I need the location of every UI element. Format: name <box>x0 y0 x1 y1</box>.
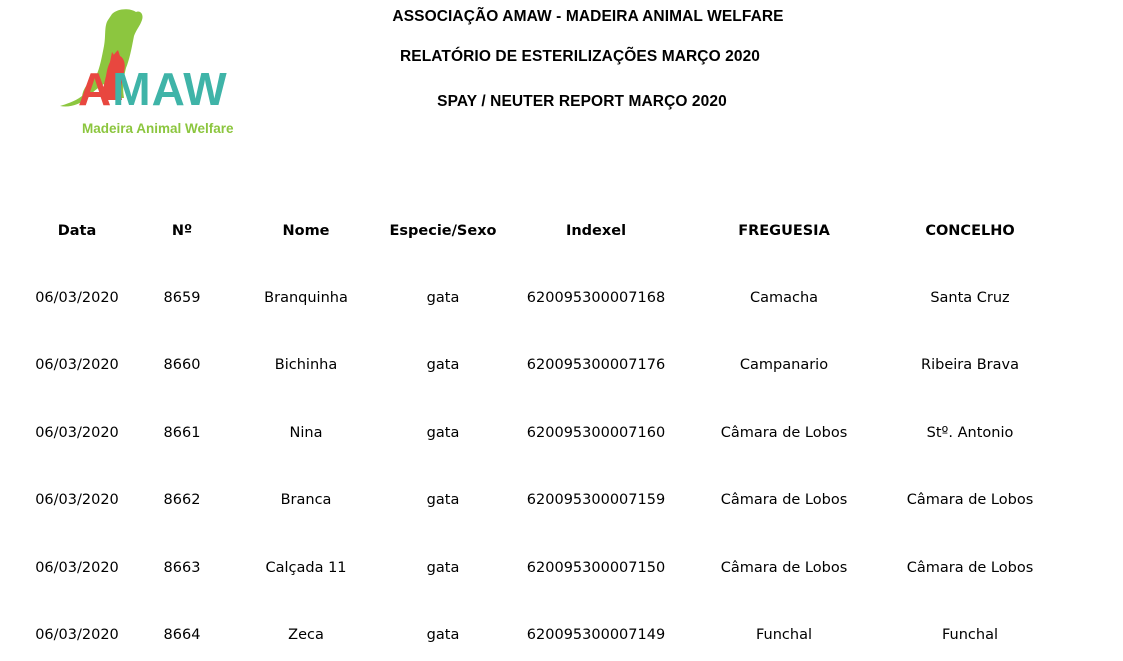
cell-indexel: 620095300007168 <box>526 290 666 306</box>
cell-number: 8659 <box>163 290 201 306</box>
cell-name: Calçada 11 <box>265 560 347 576</box>
cell-date: 06/03/2020 <box>35 627 119 643</box>
column-header-numero: Nº <box>171 223 193 239</box>
cell-name: Nina <box>289 425 323 441</box>
cell-concelho: Ribeira Brava <box>921 357 1019 373</box>
column-header-indexel: Indexel <box>565 223 627 239</box>
cell-indexel: 620095300007159 <box>526 492 666 508</box>
cell-freguesia: Câmara de Lobos <box>720 560 848 576</box>
cell-species-sex: gata <box>426 492 460 508</box>
cell-indexel: 620095300007176 <box>526 357 666 373</box>
cell-freguesia: Campanario <box>739 357 829 373</box>
logo-brand-text: AMAW <box>78 63 228 115</box>
cell-species-sex: gata <box>426 357 460 373</box>
cell-species-sex: gata <box>426 627 460 643</box>
column-header-data: Data <box>57 223 97 239</box>
cell-concelho: Câmara de Lobos <box>906 492 1034 508</box>
cell-name: Branca <box>280 492 332 508</box>
cell-number: 8661 <box>163 425 201 441</box>
cell-name: Bichinha <box>274 357 338 373</box>
cell-concelho: Stº. Antonio <box>926 425 1014 441</box>
cell-indexel: 620095300007160 <box>526 425 666 441</box>
report-title-association: ASSOCIAÇÃO AMAW - MADEIRA ANIMAL WELFARE <box>392 8 784 25</box>
cell-date: 06/03/2020 <box>35 560 119 576</box>
column-header-especie-sexo: Especie/Sexo <box>389 223 497 239</box>
cell-concelho: Santa Cruz <box>930 290 1010 306</box>
cell-date: 06/03/2020 <box>35 425 119 441</box>
cell-name: Zeca <box>288 627 324 643</box>
cell-species-sex: gata <box>426 425 460 441</box>
logo-tagline: Madeira Animal Welfare <box>82 121 234 136</box>
cell-number: 8660 <box>163 357 201 373</box>
report-title-pt: RELATÓRIO DE ESTERILIZAÇÕES MARÇO 2020 <box>399 48 761 65</box>
cell-species-sex: gata <box>426 290 460 306</box>
cell-freguesia: Camacha <box>749 290 819 306</box>
cell-concelho: Câmara de Lobos <box>906 560 1034 576</box>
column-header-freguesia: FREGUESIA <box>738 223 830 239</box>
cell-date: 06/03/2020 <box>35 290 119 306</box>
cell-freguesia: Funchal <box>755 627 813 643</box>
cell-indexel: 620095300007149 <box>526 627 666 643</box>
amaw-logo <box>52 6 252 141</box>
cell-date: 06/03/2020 <box>35 492 119 508</box>
cell-freguesia: Câmara de Lobos <box>720 492 848 508</box>
cell-number: 8664 <box>163 627 201 643</box>
cell-number: 8663 <box>163 560 201 576</box>
cell-freguesia: Câmara de Lobos <box>720 425 848 441</box>
cell-number: 8662 <box>163 492 201 508</box>
cell-name: Branquinha <box>264 290 348 306</box>
column-header-concelho: CONCELHO <box>925 223 1015 239</box>
column-header-nome: Nome <box>282 223 330 239</box>
cell-date: 06/03/2020 <box>35 357 119 373</box>
cell-concelho: Funchal <box>941 627 999 643</box>
report-title-en: SPAY / NEUTER REPORT MARÇO 2020 <box>437 93 727 110</box>
cell-species-sex: gata <box>426 560 460 576</box>
cell-indexel: 620095300007150 <box>526 560 666 576</box>
